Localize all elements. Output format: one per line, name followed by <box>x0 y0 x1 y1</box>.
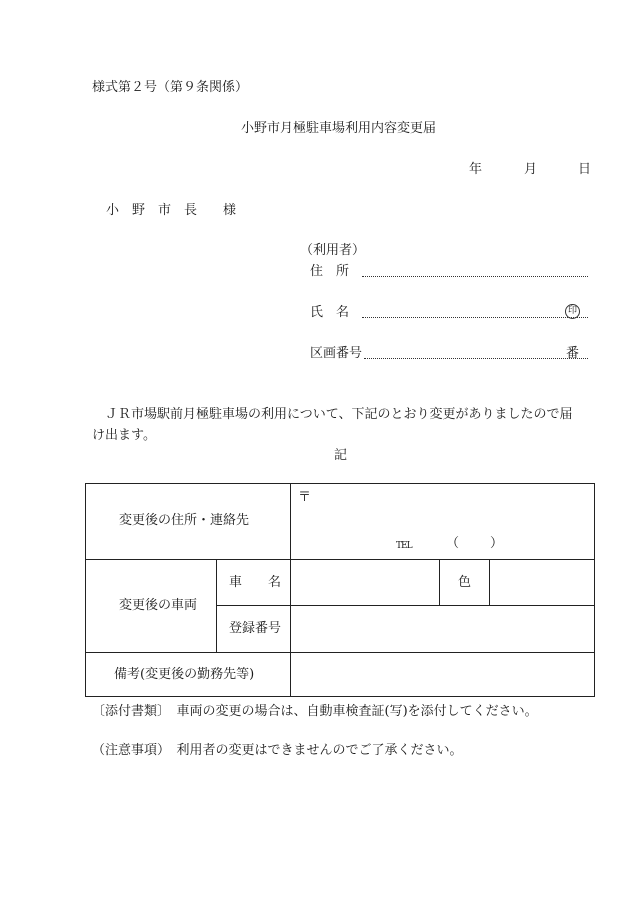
tel-label: TEL <box>396 541 412 551</box>
tel-paren-close: ） <box>490 536 504 551</box>
address-label: 住 所 <box>310 264 350 279</box>
addressee: 小 野 市 長 様 <box>106 203 237 218</box>
table-line <box>216 605 595 606</box>
car-name-field[interactable] <box>292 561 437 603</box>
address-field[interactable] <box>362 276 588 277</box>
table-line <box>439 559 440 605</box>
color-label: 色 <box>458 575 472 590</box>
remarks-field[interactable] <box>292 654 593 695</box>
ki-heading: 記 <box>334 448 348 463</box>
reg-number-label: 登録番号 <box>229 621 282 636</box>
name-field[interactable] <box>362 317 588 318</box>
date-year: 年 <box>469 162 483 177</box>
table-line <box>290 483 291 697</box>
form-number: 様式第２号（第９条関係） <box>92 80 249 95</box>
postal-mark: 〒 <box>298 490 312 505</box>
new-vehicle-label: 変更後の車両 <box>119 598 198 613</box>
name-label: 氏 名 <box>310 305 350 320</box>
color-field[interactable] <box>491 561 593 603</box>
lot-field[interactable] <box>364 358 588 359</box>
caution-note: （注意事項） 利用者の変更はできませんのでご了承ください。 <box>92 743 463 758</box>
remarks-label: 備考(変更後の勤務先等) <box>114 667 255 682</box>
seal-mark: 印 <box>565 304 580 319</box>
tel-paren-open: （ <box>446 536 460 551</box>
form-title: 小野市月極駐車場利用内容変更届 <box>241 121 437 136</box>
car-name-label: 車 名 <box>229 575 282 590</box>
table-line <box>85 559 595 560</box>
body-text-line-2: け出ます。 <box>92 428 156 443</box>
date-day: 日 <box>578 162 592 177</box>
table-line <box>85 652 595 653</box>
reg-number-field[interactable] <box>292 607 593 650</box>
body-text-line-1: ＪＲ市場駅前月極駐車場の利用について、下記のとおり変更がありましたので届 <box>92 407 573 422</box>
new-address-field[interactable] <box>312 486 592 526</box>
table-line <box>216 559 217 652</box>
new-address-label: 変更後の住所・連絡先 <box>119 513 250 528</box>
date-month: 月 <box>524 162 538 177</box>
applicant-heading: （利用者） <box>300 243 366 258</box>
table-line <box>489 559 490 605</box>
lot-label: 区画番号 <box>310 346 363 361</box>
attachment-note: 〔添付書類〕 車両の変更の場合は、自動車検査証(写)を添付してください。 <box>92 704 538 719</box>
lot-suffix: 番 <box>566 346 580 361</box>
